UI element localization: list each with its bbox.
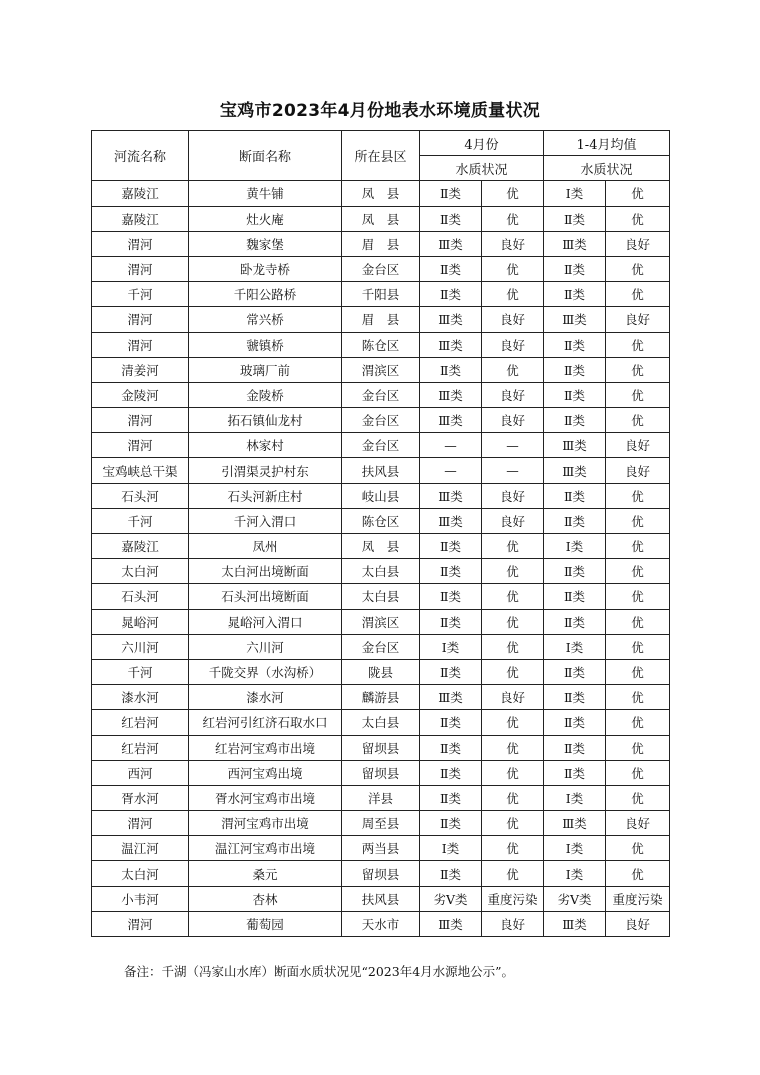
cell-april-status: 优 — [482, 811, 544, 836]
cell-avg-status: 优 — [606, 181, 670, 206]
cell-april-status: 优 — [482, 206, 544, 231]
cell-river: 渭河 — [92, 433, 189, 458]
cell-april-status: 良好 — [482, 307, 544, 332]
cell-county: 金台区 — [342, 256, 420, 281]
table-row — [92, 760, 670, 785]
table-row — [92, 735, 670, 760]
cell-avg-class: Ⅱ类 — [544, 483, 606, 508]
cell-river: 漆水河 — [92, 685, 189, 710]
table-row — [92, 659, 670, 684]
cell-river: 金陵河 — [92, 382, 189, 407]
cell-avg-status: 优 — [606, 685, 670, 710]
cell-section: 千阳公路桥 — [189, 282, 342, 307]
cell-april-class: Ⅱ类 — [420, 534, 482, 559]
header-section: 断面名称 — [189, 131, 342, 181]
cell-april-class: Ⅱ类 — [420, 710, 482, 735]
cell-avg-class: Ⅱ类 — [544, 357, 606, 382]
cell-avg-status: 重度污染 — [606, 886, 670, 911]
cell-avg-class: Ⅱ类 — [544, 508, 606, 533]
cell-april-class: Ⅱ类 — [420, 811, 482, 836]
cell-avg-status: 优 — [606, 710, 670, 735]
cell-avg-status: 优 — [606, 836, 670, 861]
cell-county: 陈仓区 — [342, 508, 420, 533]
cell-river: 小韦河 — [92, 886, 189, 911]
cell-river: 渭河 — [92, 811, 189, 836]
cell-april-class: Ⅱ类 — [420, 735, 482, 760]
cell-april-status: — — [482, 458, 544, 483]
cell-section: 温江河宝鸡市出境 — [189, 836, 342, 861]
cell-section: 魏家堡 — [189, 231, 342, 256]
cell-section: 晁峪河入渭口 — [189, 609, 342, 634]
cell-county: 太白县 — [342, 710, 420, 735]
cell-section: 胥水河宝鸡市出境 — [189, 785, 342, 810]
cell-county: 岐山县 — [342, 483, 420, 508]
cell-avg-class: Ⅲ类 — [544, 911, 606, 936]
cell-section: 玻璃厂前 — [189, 357, 342, 382]
cell-avg-class: Ⅱ类 — [544, 206, 606, 231]
cell-section: 黄牛铺 — [189, 181, 342, 206]
cell-river: 嘉陵江 — [92, 181, 189, 206]
cell-county: 渭滨区 — [342, 357, 420, 382]
cell-april-class: Ⅱ类 — [420, 609, 482, 634]
table-row — [92, 433, 670, 458]
cell-avg-status: 优 — [606, 659, 670, 684]
table-row — [92, 508, 670, 533]
cell-river: 渭河 — [92, 332, 189, 357]
cell-avg-status: 优 — [606, 559, 670, 584]
cell-section: 卧龙寺桥 — [189, 256, 342, 281]
header-april: 4月份 — [420, 131, 544, 156]
cell-april-status: 良好 — [482, 685, 544, 710]
cell-april-status: 重度污染 — [482, 886, 544, 911]
cell-april-status: — — [482, 433, 544, 458]
cell-section: 拓石镇仙龙村 — [189, 408, 342, 433]
table-row — [92, 609, 670, 634]
cell-april-class: Ⅱ类 — [420, 256, 482, 281]
cell-april-status: 良好 — [482, 408, 544, 433]
cell-april-status: 良好 — [482, 332, 544, 357]
cell-river: 渭河 — [92, 256, 189, 281]
cell-april-class: Ⅰ类 — [420, 634, 482, 659]
cell-avg-status: 良好 — [606, 307, 670, 332]
table-row — [92, 206, 670, 231]
cell-avg-status: 优 — [606, 634, 670, 659]
cell-county: 太白县 — [342, 559, 420, 584]
cell-april-status: 良好 — [482, 911, 544, 936]
cell-april-status: 良好 — [482, 483, 544, 508]
cell-county: 金台区 — [342, 382, 420, 407]
cell-section: 杏林 — [189, 886, 342, 911]
header-jan-apr: 1-4月均值 — [544, 131, 670, 156]
cell-section: 桑元 — [189, 861, 342, 886]
water-quality-table — [91, 130, 670, 937]
cell-april-status: 优 — [482, 534, 544, 559]
cell-river: 晁峪河 — [92, 609, 189, 634]
cell-avg-class: Ⅱ类 — [544, 408, 606, 433]
cell-avg-class: Ⅱ类 — [544, 256, 606, 281]
table-row — [92, 256, 670, 281]
cell-april-class: — — [420, 458, 482, 483]
cell-county: 眉 县 — [342, 231, 420, 256]
cell-april-class: Ⅲ类 — [420, 483, 482, 508]
cell-april-class: Ⅲ类 — [420, 408, 482, 433]
page-title: 宝鸡市2023年4月份地表水环境质量状况 — [219, 101, 541, 121]
table-row — [92, 634, 670, 659]
cell-section: 石头河出境断面 — [189, 584, 342, 609]
cell-county: 太白县 — [342, 584, 420, 609]
cell-avg-class: Ⅱ类 — [544, 609, 606, 634]
table-row — [92, 357, 670, 382]
table-row — [92, 861, 670, 886]
cell-avg-status: 良好 — [606, 458, 670, 483]
cell-avg-status: 优 — [606, 483, 670, 508]
cell-avg-status: 优 — [606, 861, 670, 886]
cell-april-class: Ⅰ类 — [420, 836, 482, 861]
cell-county: 渭滨区 — [342, 609, 420, 634]
cell-river: 渭河 — [92, 307, 189, 332]
cell-county: 扶风县 — [342, 458, 420, 483]
cell-april-class: Ⅲ类 — [420, 508, 482, 533]
cell-avg-status: 优 — [606, 357, 670, 382]
cell-avg-status: 良好 — [606, 433, 670, 458]
cell-county: 眉 县 — [342, 307, 420, 332]
cell-river: 渭河 — [92, 231, 189, 256]
table-row — [92, 181, 670, 206]
cell-avg-class: Ⅲ类 — [544, 433, 606, 458]
cell-section: 林家村 — [189, 433, 342, 458]
cell-april-status: 良好 — [482, 508, 544, 533]
cell-avg-status: 优 — [606, 584, 670, 609]
cell-avg-class: 劣Ⅴ类 — [544, 886, 606, 911]
cell-avg-class: Ⅱ类 — [544, 332, 606, 357]
table-row — [92, 458, 670, 483]
cell-april-class: Ⅱ类 — [420, 861, 482, 886]
table-body — [92, 181, 670, 937]
cell-section: 金陵桥 — [189, 382, 342, 407]
cell-avg-class: Ⅲ类 — [544, 811, 606, 836]
cell-section: 西河宝鸡出境 — [189, 760, 342, 785]
cell-river: 渭河 — [92, 911, 189, 936]
cell-county: 两当县 — [342, 836, 420, 861]
cell-river: 嘉陵江 — [92, 534, 189, 559]
cell-april-class: Ⅲ类 — [420, 382, 482, 407]
cell-april-class: Ⅲ类 — [420, 332, 482, 357]
table-row — [92, 332, 670, 357]
cell-river: 六川河 — [92, 634, 189, 659]
cell-county: 留坝县 — [342, 760, 420, 785]
cell-river: 渭河 — [92, 408, 189, 433]
header-wq-april: 水质状况 — [420, 156, 544, 181]
footnote: 备注：千湖（冯家山水库）断面水质状况见“2023年4月水源地公示”。 — [124, 964, 515, 979]
cell-april-status: 良好 — [482, 231, 544, 256]
cell-county: 陇县 — [342, 659, 420, 684]
cell-avg-status: 优 — [606, 785, 670, 810]
cell-county: 千阳县 — [342, 282, 420, 307]
table-row — [92, 685, 670, 710]
table-row — [92, 811, 670, 836]
cell-avg-status: 优 — [606, 408, 670, 433]
cell-avg-status: 优 — [606, 735, 670, 760]
cell-avg-class: Ⅱ类 — [544, 710, 606, 735]
cell-april-status: 优 — [482, 256, 544, 281]
cell-avg-class: Ⅰ类 — [544, 861, 606, 886]
cell-section: 灶火庵 — [189, 206, 342, 231]
cell-river: 太白河 — [92, 559, 189, 584]
cell-april-status: 优 — [482, 659, 544, 684]
cell-county: 金台区 — [342, 408, 420, 433]
table-row — [92, 408, 670, 433]
cell-april-class: Ⅱ类 — [420, 785, 482, 810]
cell-county: 麟游县 — [342, 685, 420, 710]
cell-april-status: 优 — [482, 559, 544, 584]
cell-april-status: 优 — [482, 181, 544, 206]
table-row — [92, 710, 670, 735]
cell-county: 周至县 — [342, 811, 420, 836]
cell-avg-status: 优 — [606, 206, 670, 231]
cell-april-status: 优 — [482, 785, 544, 810]
cell-county: 留坝县 — [342, 735, 420, 760]
cell-avg-status: 良好 — [606, 231, 670, 256]
cell-avg-class: Ⅲ类 — [544, 307, 606, 332]
cell-april-class: Ⅱ类 — [420, 760, 482, 785]
cell-river: 宝鸡峡总干渠 — [92, 458, 189, 483]
cell-section: 漆水河 — [189, 685, 342, 710]
table-row — [92, 282, 670, 307]
cell-avg-status: 良好 — [606, 811, 670, 836]
cell-avg-class: Ⅰ类 — [544, 785, 606, 810]
table-row — [92, 483, 670, 508]
cell-avg-class: Ⅰ类 — [544, 836, 606, 861]
cell-avg-status: 良好 — [606, 911, 670, 936]
cell-county: 留坝县 — [342, 861, 420, 886]
cell-section: 千河入渭口 — [189, 508, 342, 533]
cell-april-class: Ⅱ类 — [420, 559, 482, 584]
cell-april-class: Ⅲ类 — [420, 231, 482, 256]
cell-april-status: 优 — [482, 760, 544, 785]
cell-county: 洋县 — [342, 785, 420, 810]
cell-river: 红岩河 — [92, 710, 189, 735]
cell-april-status: 优 — [482, 861, 544, 886]
table-row — [92, 886, 670, 911]
cell-river: 太白河 — [92, 861, 189, 886]
cell-avg-class: Ⅱ类 — [544, 584, 606, 609]
cell-avg-status: 优 — [606, 508, 670, 533]
cell-april-class: Ⅱ类 — [420, 282, 482, 307]
table-row — [92, 559, 670, 584]
table-row — [92, 534, 670, 559]
cell-april-class: Ⅱ类 — [420, 357, 482, 382]
cell-river: 红岩河 — [92, 735, 189, 760]
cell-section: 六川河 — [189, 634, 342, 659]
cell-river: 千河 — [92, 659, 189, 684]
cell-section: 太白河出境断面 — [189, 559, 342, 584]
table-row — [92, 307, 670, 332]
cell-section: 常兴桥 — [189, 307, 342, 332]
cell-river: 石头河 — [92, 584, 189, 609]
cell-river: 温江河 — [92, 836, 189, 861]
cell-county: 金台区 — [342, 433, 420, 458]
cell-section: 虢镇桥 — [189, 332, 342, 357]
cell-section: 红岩河宝鸡市出境 — [189, 735, 342, 760]
cell-avg-class: Ⅲ类 — [544, 231, 606, 256]
cell-avg-class: Ⅱ类 — [544, 685, 606, 710]
cell-april-status: 优 — [482, 735, 544, 760]
cell-county: 扶风县 — [342, 886, 420, 911]
table-row — [92, 911, 670, 936]
cell-avg-class: Ⅲ类 — [544, 458, 606, 483]
cell-avg-class: Ⅰ类 — [544, 634, 606, 659]
cell-avg-class: Ⅱ类 — [544, 760, 606, 785]
cell-avg-class: Ⅰ类 — [544, 181, 606, 206]
cell-april-class: — — [420, 433, 482, 458]
cell-april-status: 优 — [482, 282, 544, 307]
cell-april-status: 优 — [482, 609, 544, 634]
cell-section: 红岩河引红济石取水口 — [189, 710, 342, 735]
cell-avg-status: 优 — [606, 256, 670, 281]
cell-county: 天水市 — [342, 911, 420, 936]
cell-river: 千河 — [92, 282, 189, 307]
cell-county: 凤 县 — [342, 534, 420, 559]
cell-section: 凤州 — [189, 534, 342, 559]
cell-river: 胥水河 — [92, 785, 189, 810]
cell-river: 嘉陵江 — [92, 206, 189, 231]
cell-section: 引渭渠灵护村东 — [189, 458, 342, 483]
cell-river: 清姜河 — [92, 357, 189, 382]
table-row — [92, 584, 670, 609]
cell-avg-class: Ⅱ类 — [544, 282, 606, 307]
cell-april-class: Ⅲ类 — [420, 685, 482, 710]
cell-river: 西河 — [92, 760, 189, 785]
cell-april-class: Ⅲ类 — [420, 911, 482, 936]
cell-river: 千河 — [92, 508, 189, 533]
cell-april-class: Ⅱ类 — [420, 659, 482, 684]
cell-april-status: 优 — [482, 710, 544, 735]
cell-avg-class: Ⅱ类 — [544, 735, 606, 760]
cell-april-status: 良好 — [482, 382, 544, 407]
cell-section: 渭河宝鸡市出境 — [189, 811, 342, 836]
cell-april-class: Ⅱ类 — [420, 206, 482, 231]
cell-avg-status: 优 — [606, 534, 670, 559]
cell-april-class: Ⅱ类 — [420, 584, 482, 609]
cell-avg-status: 优 — [606, 282, 670, 307]
cell-april-class: 劣Ⅴ类 — [420, 886, 482, 911]
table-row — [92, 836, 670, 861]
cell-avg-class: Ⅱ类 — [544, 559, 606, 584]
cell-section: 葡萄园 — [189, 911, 342, 936]
cell-april-status: 优 — [482, 357, 544, 382]
cell-avg-status: 优 — [606, 609, 670, 634]
header-wq-avg: 水质状况 — [544, 156, 670, 181]
cell-avg-class: Ⅱ类 — [544, 382, 606, 407]
header-river: 河流名称 — [92, 131, 189, 181]
cell-avg-class: Ⅱ类 — [544, 659, 606, 684]
cell-april-status: 优 — [482, 634, 544, 659]
cell-avg-status: 优 — [606, 332, 670, 357]
cell-section: 石头河新庄村 — [189, 483, 342, 508]
cell-county: 凤 县 — [342, 206, 420, 231]
cell-county: 陈仓区 — [342, 332, 420, 357]
cell-april-class: Ⅱ类 — [420, 181, 482, 206]
table-row — [92, 785, 670, 810]
table-row — [92, 382, 670, 407]
header-county: 所在县区 — [342, 131, 420, 181]
cell-april-status: 优 — [482, 584, 544, 609]
table-row — [92, 231, 670, 256]
cell-section: 千陇交界（水沟桥） — [189, 659, 342, 684]
cell-avg-status: 优 — [606, 382, 670, 407]
cell-april-class: Ⅲ类 — [420, 307, 482, 332]
header-row — [92, 131, 670, 156]
cell-avg-status: 优 — [606, 760, 670, 785]
cell-county: 凤 县 — [342, 181, 420, 206]
cell-april-status: 优 — [482, 836, 544, 861]
cell-river: 石头河 — [92, 483, 189, 508]
cell-avg-class: Ⅰ类 — [544, 534, 606, 559]
cell-county: 金台区 — [342, 634, 420, 659]
